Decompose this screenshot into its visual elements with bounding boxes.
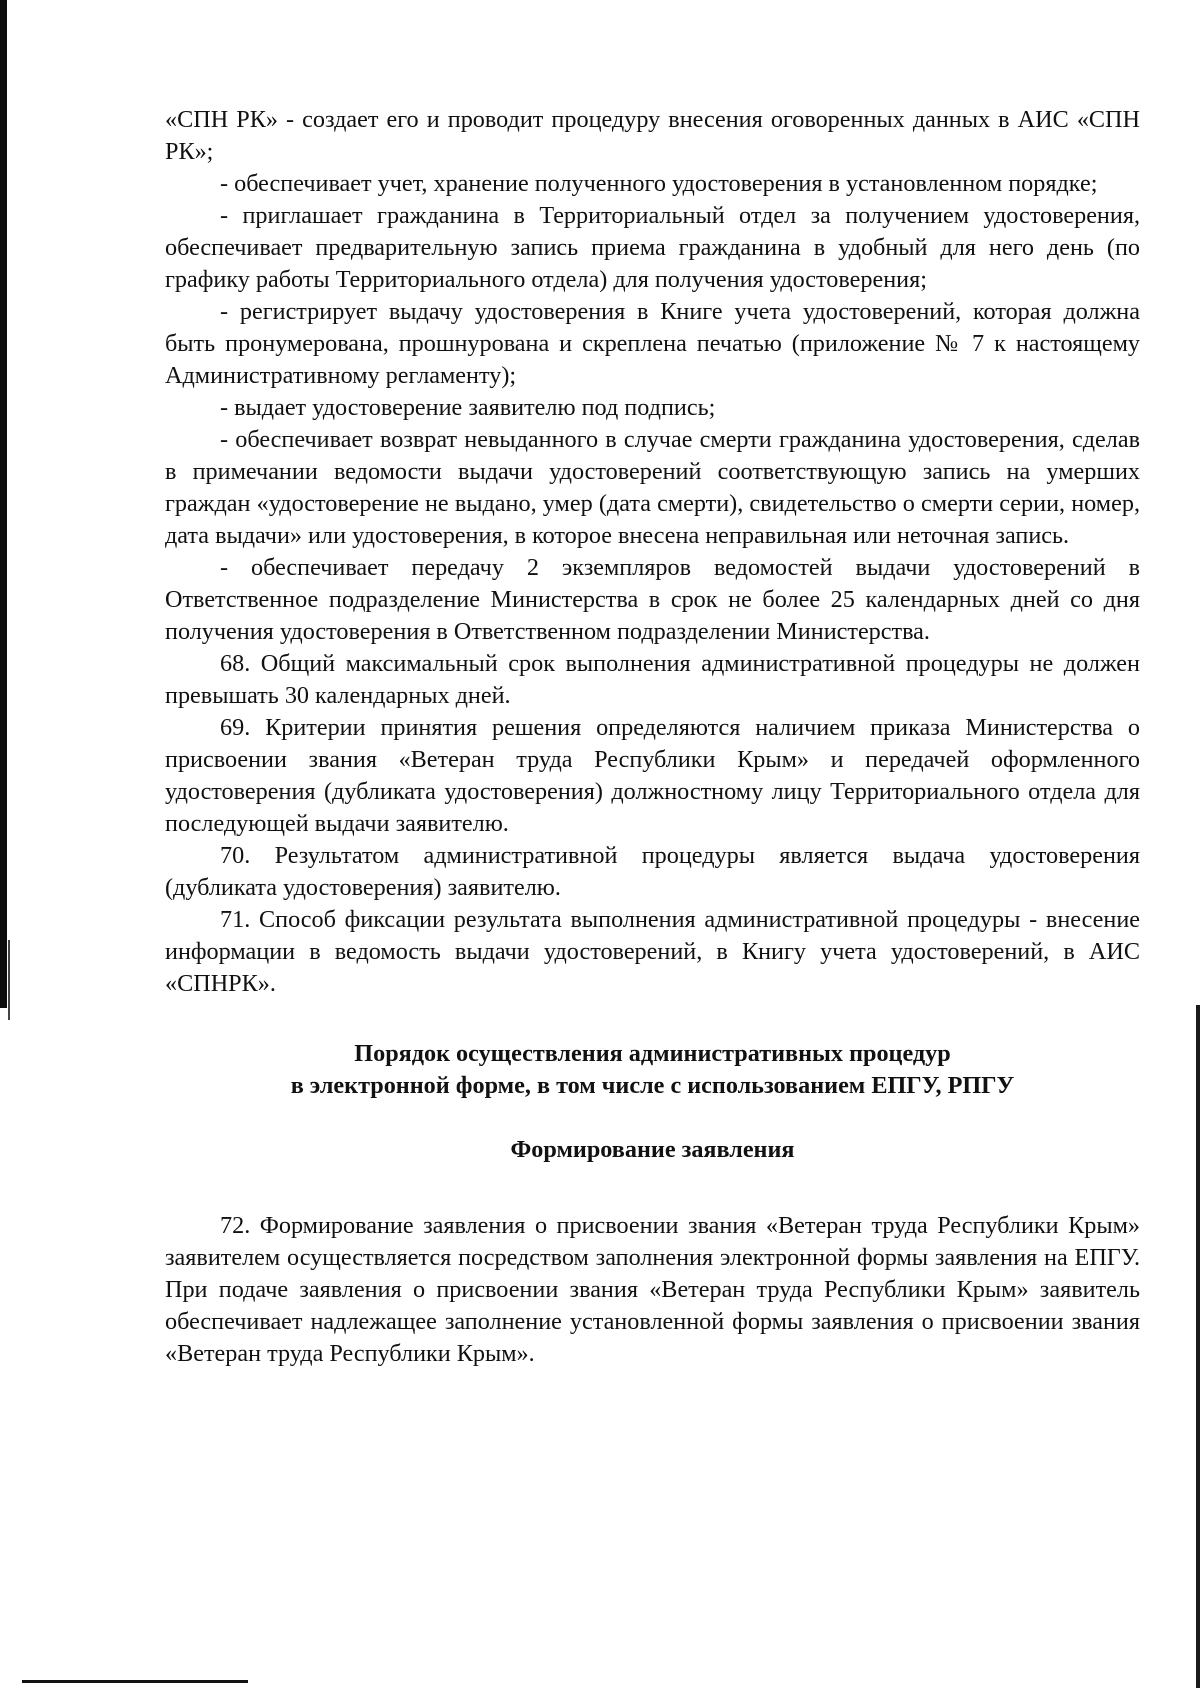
paragraph-invitation: - приглашает гражданина в Территориальный отдел за получением удостоверения, обеспечивает предварительную запись приема гражданина в удобный для него день (по графику работы Территориального отдела) для получения удостоверения; xyxy=(165,202,1140,293)
paragraph-storage: - обеспечивает учет, хранение полученного удостоверения в установленном порядке; xyxy=(220,170,1098,197)
paragraph-71: 71. Способ фиксации результата выполнения административной процедуры - внесение информации в ведомость выдачи удостоверений, в Книгу учета удостоверений, в АИС «СПНРК». xyxy=(165,906,1140,997)
section-heading-line1: Порядок осуществления административных процедур xyxy=(354,1040,951,1067)
spacer xyxy=(165,1000,1140,1038)
paragraph-transfer: - обеспечивает передачу 2 экземпляров ведомостей выдачи удостоверений в Ответственное подразделение Министерства в срок не более 25 календарных дней со дня получения удостоверения в Ответственном подразделении Министерства. xyxy=(165,554,1140,645)
section-heading-line2: в электронной форме, в том числе с использованием ЕПГУ, РПГУ xyxy=(290,1072,1015,1099)
scan-edge-right xyxy=(1196,1005,1200,1688)
paragraph-return: - обеспечивает возврат невыданного в случае смерти гражданина удостоверения, сделав в примечании ведомости выдачи удостоверений соответствующую запись на умерших граждан «удостоверение не выдано, умер (дата смерти), свидетельство о смерти серии, номер, дата выдачи» или удостоверения, в которое внесена неправильная или неточная запись. xyxy=(165,426,1140,549)
paragraph-70: 70. Результатом административной процедуры является выдача удостоверения (дубликата удостоверения) заявителю. xyxy=(165,842,1140,901)
paragraph-registration: - регистрирует выдачу удостоверения в Книге учета удостоверений, которая должна быть пронумерована, прошнурована и скреплена печатью (приложение № 7 к настоящему Административному регламенту); xyxy=(165,298,1140,389)
paragraph-68: 68. Общий максимальный срок выполнения административной процедуры не должен превышать 30 календарных дней. xyxy=(165,650,1140,709)
subsection-heading: Формирование заявления xyxy=(510,1136,795,1163)
spacer xyxy=(165,1166,1140,1210)
paragraph-spn-continuation: «СПН РК» - создает его и проводит процедуру внесения оговоренных данных в АИС «СПН РК»; xyxy=(165,106,1140,165)
paragraph-69: 69. Критерии принятия решения определяются наличием приказа Министерства о присвоении звания «Ветеран труда Республики Крым» и передачей оформленного удостоверения (дубликата удостоверения) должностному лицу Территориального отдела для последующей выдачи заявителю. xyxy=(165,714,1140,837)
spacer xyxy=(165,1102,1140,1134)
document-page xyxy=(165,104,1140,1370)
scan-edge-left xyxy=(0,0,7,1008)
scan-edge-left-thin xyxy=(8,940,10,1020)
paragraph-issue: - выдает удостоверение заявителю под подпись; xyxy=(220,394,716,421)
paragraph-72: 72. Формирование заявления о присвоении звания «Ветеран труда Республики Крым» заявителем осуществляется посредством заполнения электронной формы заявления на ЕПГУ. При подаче заявления о присвоении звания «Ветеран труда Республики Крым» заявитель обеспечивает надлежащее заполнение установленной формы заявления о присвоении звания «Ветеран труда Республики Крым». xyxy=(165,1212,1140,1367)
footnote-rule xyxy=(22,1680,248,1683)
